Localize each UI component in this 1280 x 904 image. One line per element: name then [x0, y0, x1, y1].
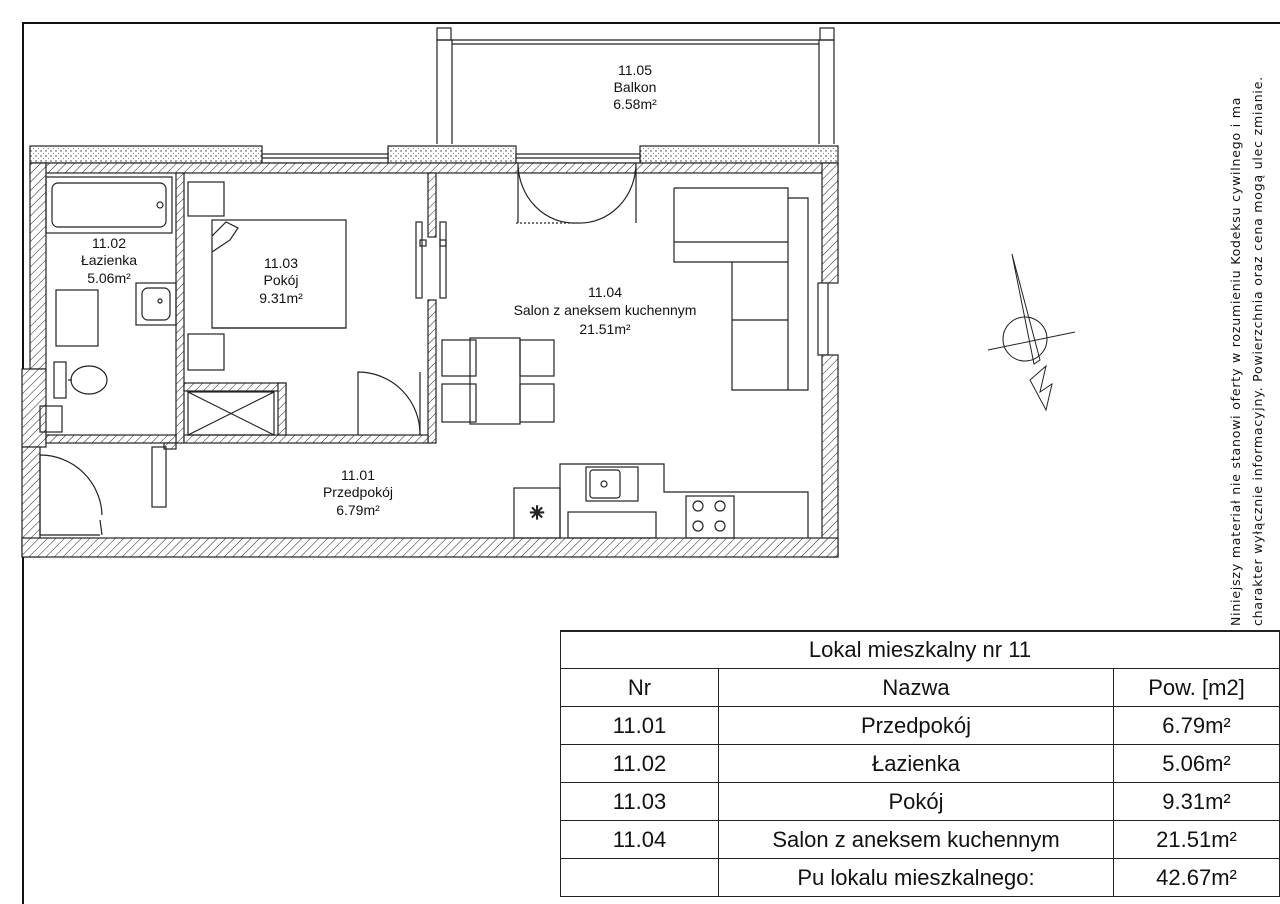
row-area: 9.31m²: [1114, 783, 1280, 821]
disclaimer: [1225, 26, 1269, 626]
table-row: [561, 707, 1280, 745]
bedroom-furniture: [188, 182, 420, 435]
table-title: Lokal mieszkalny nr 11: [561, 631, 1280, 669]
total-area: 42.67m²: [1114, 859, 1280, 897]
doors: [40, 163, 636, 535]
row-name: Salon z aneksem kuchennym: [719, 821, 1114, 859]
bathroom-fixtures: [40, 177, 176, 432]
bathroom-name: Łazienka: [80, 252, 138, 268]
bedroom-number: 11.03: [264, 255, 298, 271]
area-table: [560, 630, 1280, 897]
table-row: [561, 783, 1280, 821]
row-area: 21.51m²: [1114, 821, 1280, 859]
row-name: Pokój: [719, 783, 1114, 821]
header-nr: Nr: [561, 669, 719, 707]
bedroom-area: 9.31m²: [259, 290, 303, 306]
svg-text:✳: ✳: [529, 503, 545, 523]
bathroom-number: 11.02: [92, 235, 126, 251]
header-area: Pow. [m2]: [1114, 669, 1280, 707]
compass-icon: [988, 254, 1075, 410]
disclaimer-line-1: Niniejszy materiał nie stanowi oferty w rozumieniu Kodeksu cywilnego i ma: [1228, 96, 1243, 626]
table-total-row: [561, 859, 1280, 897]
table-row: [561, 821, 1280, 859]
row-nr: 11.01: [561, 707, 719, 745]
row-nr: 11.04: [561, 821, 719, 859]
bathroom-area: 5.06m²: [87, 270, 131, 286]
disclaimer-line-2: charakter wyłącznie informacyjny. Powierzchnia oraz cena mogą ulec zmianie.: [1250, 76, 1265, 626]
walls: [22, 146, 838, 557]
kitchen: [514, 464, 808, 538]
living-number: 11.04: [588, 284, 622, 300]
row-nr: 11.02: [561, 745, 719, 783]
balcony-number: 11.05: [618, 62, 652, 78]
header-name: Nazwa: [719, 669, 1114, 707]
balcony-area: 6.58m²: [613, 96, 657, 112]
room-labels: [81, 62, 696, 518]
hall-area: 6.79m²: [336, 502, 380, 518]
row-area: 5.06m²: [1114, 745, 1280, 783]
row-name: Przedpokój: [719, 707, 1114, 745]
balcony-name: Balkon: [613, 79, 657, 95]
row-area: 6.79m²: [1114, 707, 1280, 745]
total-nr-cell: [561, 859, 719, 897]
row-name: Łazienka: [719, 745, 1114, 783]
total-label: Pu lokalu mieszkalnego:: [719, 859, 1114, 897]
bedroom-name: Pokój: [263, 272, 299, 288]
table-row: [561, 745, 1280, 783]
hall-number: 11.01: [341, 467, 375, 483]
row-nr: 11.03: [561, 783, 719, 821]
hall-name: Przedpokój: [322, 484, 394, 500]
living-area: 21.51m²: [579, 321, 631, 337]
living-name: Salon z aneksem kuchennym: [513, 302, 697, 318]
